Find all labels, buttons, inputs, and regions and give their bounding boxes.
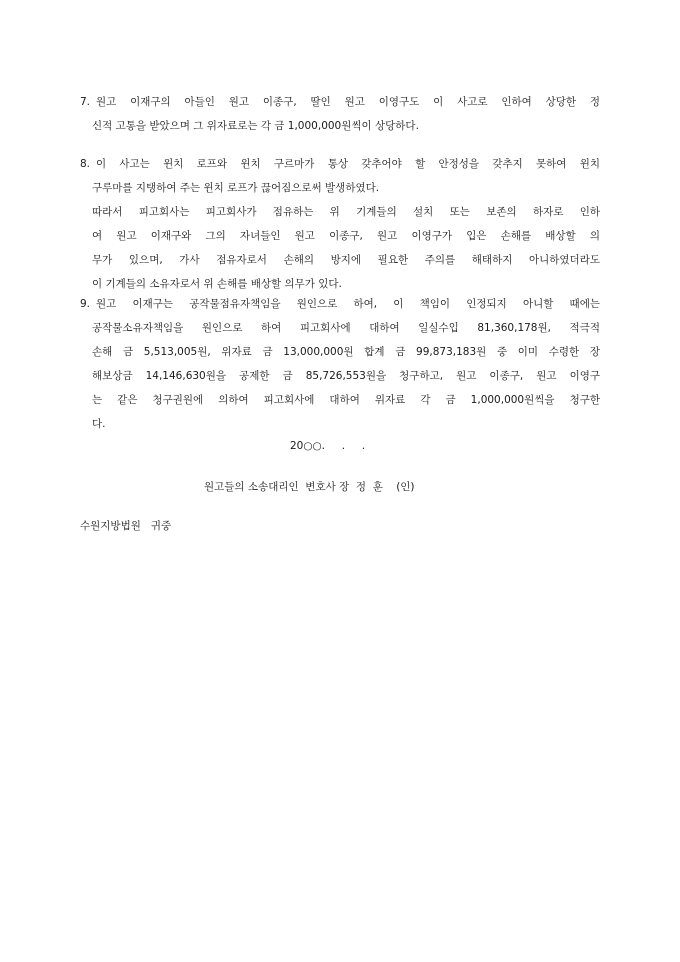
court-addressee: 수원지방법원 귀중 — [80, 520, 172, 532]
paragraph-line: 신적 고통을 받았으며 그 위자료로는 각 금 1,000,000원씩이 상당하다. — [92, 120, 419, 132]
paragraph-7 — [80, 90, 600, 138]
paragraph-line: 다. — [92, 418, 106, 430]
paragraph-8 — [80, 152, 600, 296]
paragraph-line: 손해 금 5,513,005원, 위자료 금 13,000,000원 합계 금 99,873,183원 중 이미 수령한 장 — [92, 346, 600, 358]
paragraph-line: 이 기계들의 소유자로서 위 손해를 배상할 의무가 있다. — [92, 278, 342, 290]
paragraph-line: 이 사고는 윈치 로프와 윈치 구르마가 통상 갖추어야 할 안정성을 갖추지 못하여 윈치 — [96, 158, 600, 170]
paragraph-line: 구루마를 지탱하여 주는 윈치 로프가 끊어짐으로써 발생하였다. — [92, 182, 380, 194]
paragraph-line: 따라서 피고회사는 피고회사가 점유하는 위 기계들의 설치 또는 보존의 하자로 인하 — [92, 206, 600, 218]
paragraph-line: 무가 있으며, 가사 점유자로서 손해의 방지에 필요한 주의를 해태하지 아니하였더라도 — [92, 254, 600, 266]
paragraph-line: 는 같은 청구권원에 의하여 피고회사에 대하여 위자료 각 금 1,000,000원씩을 청구한 — [92, 394, 600, 406]
paragraph-number: 8. — [80, 158, 91, 170]
paragraph-line: 해보상금 14,146,630원을 공제한 금 85,726,553원을 청구하고, 원고 이종구, 원고 이영구 — [92, 370, 600, 382]
paragraph-line: 여 원고 이재구와 그의 자녀들인 원고 이종구, 원고 이영구가 입은 손해를 배상할 의 — [92, 230, 600, 242]
paragraph-line: 공작물소유자책임을 원인으로 하여 피고회사에 대하여 일실수입 81,360,178원, 적극적 — [92, 322, 600, 334]
paragraph-number: 9. — [80, 298, 91, 310]
paragraph-number: 7. — [80, 96, 91, 108]
signature-line: 원고들의 소송대리인 변호사 장 정 훈 (인) — [204, 481, 415, 493]
document-date: 20○○. . . — [290, 440, 366, 452]
paragraph-line: 원고 이재구의 아들인 원고 이종구, 딸인 원고 이영구도 이 사고로 인하여 상당한 정 — [96, 96, 600, 108]
paragraph-line: 원고 이재구는 공작물점유자책임을 원인으로 하여, 이 책임이 인정되지 아니할 때에는 — [96, 298, 600, 310]
paragraph-9 — [80, 292, 600, 436]
